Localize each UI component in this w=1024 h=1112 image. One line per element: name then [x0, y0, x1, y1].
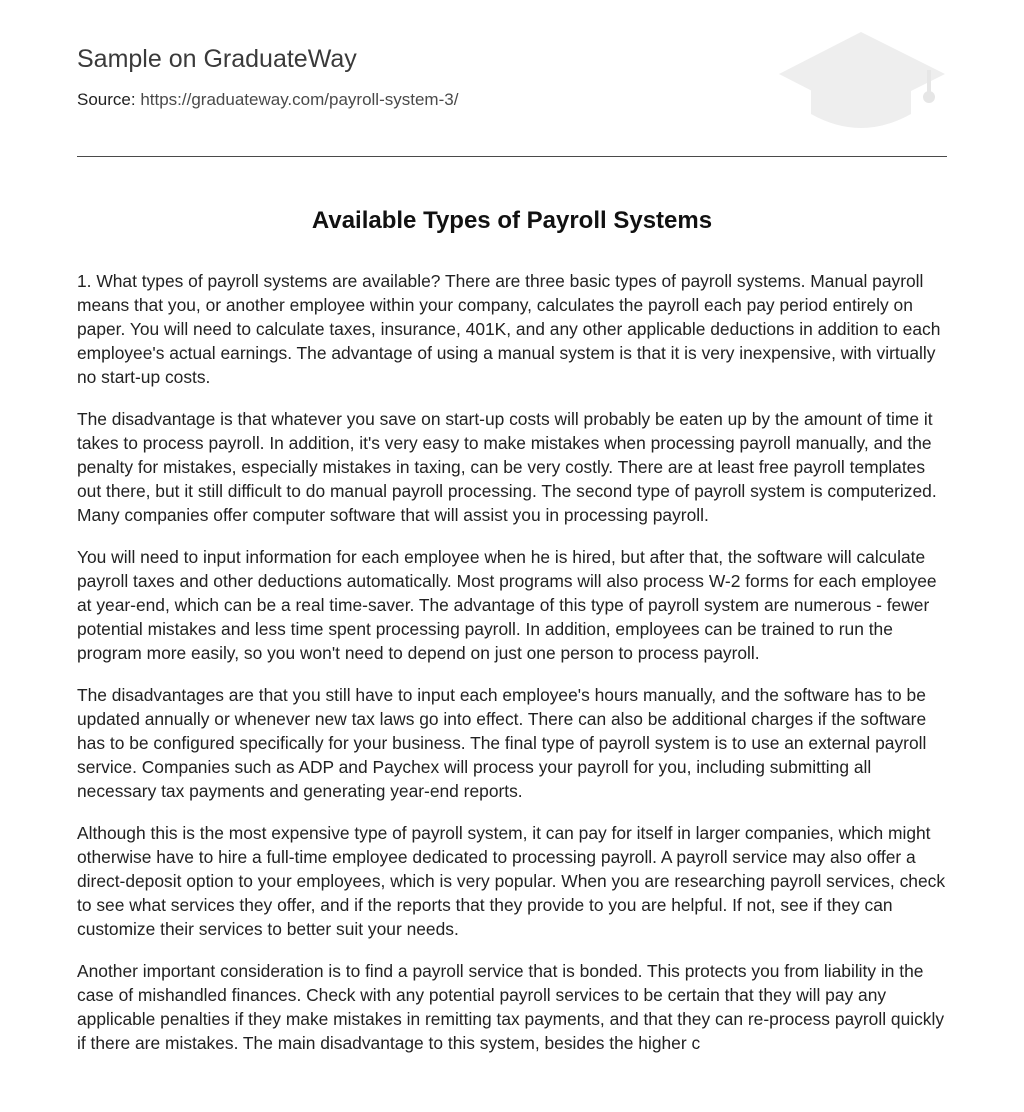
- paragraph: You will need to input information for each employee when he is hired, but after that, the software will calculate payroll taxes and other deductions automatically. Most programs will also process W-2 forms for each employee at year-end, which can be a real time-saver. The advantage of this type of payroll system are numerous - fewer potential mistakes and less time spent processing payroll. In addition, employees can be trained to run the program more easily, so you won't need to depend on just one person to process payroll.: [77, 547, 937, 663]
- source-label: Source:: [77, 90, 136, 109]
- site-title: Sample on GraduateWay: [77, 45, 357, 73]
- paragraph: The disadvantages are that you still have to input each employee's hours manually, and the software has to be updated annually or whenever new tax laws go into effect. There can also be additional charges if the software has to be configured specifically for your business. The final type of payroll system is to use an external payroll service. Companies such as ADP and Paychex will process your payroll for you, including submitting all necessary tax payments and generating year-end reports.: [77, 685, 927, 801]
- source-line: [77, 89, 458, 111]
- paragraph: 1. What types of payroll systems are available? There are three basic types of payroll systems. Manual payroll means that you, or another employee within your company, calculates the payroll each pay period entirely on paper. You will need to calculate taxes, insurance, 401K, and any other applicable deductions in addition to each employee's actual earnings. The advantage of using a manual system is that it is very inexpensive, with virtually no start-up costs.: [77, 271, 941, 387]
- graduation-cap-icon: [779, 30, 947, 134]
- paragraph: Although this is the most expensive type of payroll system, it can pay for itself in larger companies, which might otherwise have to hire a full-time employee dedicated to processing payroll. A payroll service may also offer a direct-deposit option to your employees, which is very popular. When you are researching payroll services, check to see what services they offer, and if the reports that they provide to you are helpful. If not, see if they can customize their services to better suit your needs.: [77, 823, 946, 939]
- source-link[interactable]: https://graduateway.com/payroll-system-3/: [140, 90, 459, 109]
- page-header: [77, 0, 947, 157]
- document-title: Available Types of Payroll Systems: [311, 207, 713, 234]
- document-body: [77, 269, 947, 1055]
- paragraph: Another important consideration is to find a payroll service that is bonded. This protects you from liability in the case of mishandled finances. Check with any potential payroll services to be certain that they will pay any applicable penalties if they make mistakes in remitting tax payments, and that they can re-process payroll quickly if there are mistakes. The main disadvantage to this system, besides the higher c: [77, 961, 945, 1053]
- page: [77, 0, 947, 1073]
- paragraph: The disadvantage is that whatever you save on start-up costs will probably be eaten up by the amount of time it takes to process payroll. In addition, it's very easy to make mistakes when processing payroll manually, and the penalty for mistakes, especially mistakes in taxing, can be very costly. There are at least free payroll templates out there, but it still difficult to do manual payroll processing. The second type of payroll system is computerized. Many companies offer computer software that will assist you in processing payroll.: [77, 409, 937, 525]
